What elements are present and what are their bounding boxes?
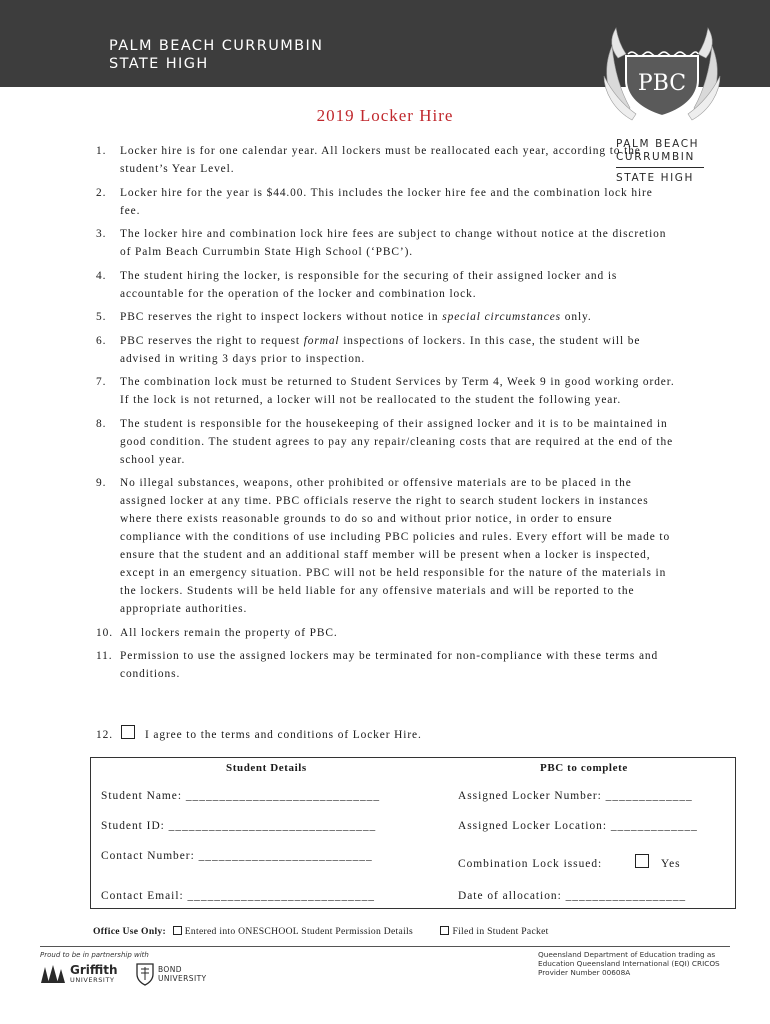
term-number: 2. — [96, 186, 107, 199]
footer-rule — [40, 946, 730, 947]
term-item — [96, 647, 676, 683]
combo-lock-issued-label: Combination Lock issued: — [458, 858, 603, 870]
griffith-name: Griffith — [70, 962, 118, 977]
agree-number: 12. — [96, 729, 113, 741]
office-use-label: Office Use Only: — [93, 926, 167, 937]
crest-text: PBC — [637, 71, 687, 96]
student-name-field[interactable]: Student Name: _____________________________ — [101, 790, 381, 802]
term-number: 10. — [96, 626, 113, 639]
term-item — [96, 142, 676, 178]
school-name-line1: PALM BEACH CURRUMBIN — [109, 38, 324, 54]
side-logo-line2: CURRUMBIN — [616, 151, 695, 163]
term-item — [96, 332, 676, 368]
provider-line3: Provider Number 00608A — [538, 968, 631, 977]
term-text-emphasis: formal — [303, 334, 340, 347]
term-number: 9. — [96, 477, 107, 489]
term-text — [120, 308, 676, 326]
term-text-post: only. — [561, 311, 592, 323]
term-text: The student is responsible for the housekeeping of their assigned locker and it is to be maintained in good condition. The student agrees to pay any repair/cleaning costs that are required at the end of the school year. — [120, 417, 674, 466]
date-allocation-field[interactable]: Date of allocation: __________________ — [458, 890, 687, 902]
agree-checkbox[interactable] — [121, 725, 135, 739]
term-text: The locker hire and combination lock hire fees are subject to change without notice at the discretion of Palm Beach Currumbin State High School (‘PBC’). — [120, 228, 667, 258]
term-number: 1. — [96, 145, 107, 157]
term-item — [96, 308, 676, 326]
contact-number-field[interactable]: Contact Number: __________________________ — [101, 850, 373, 862]
term-text-post: inspections of lockers. In this case, the student will be advised in writing 3 days prior to inspection. — [120, 334, 641, 365]
term-item — [96, 474, 676, 618]
provider-line2: Education Queensland International (EQI) CRICOS — [538, 959, 720, 968]
side-logo-line3: STATE HIGH — [616, 172, 695, 184]
office-use-row — [93, 926, 549, 937]
pbc-complete-heading: PBC to complete — [540, 762, 628, 774]
combo-yes-label: Yes — [661, 858, 681, 870]
term-text-pre: PBC reserves the right to request — [120, 334, 304, 347]
bond-name: BOND — [158, 965, 182, 974]
filed-packet-checkbox[interactable] — [440, 926, 449, 935]
combo-lock-checkbox[interactable] — [635, 854, 649, 868]
term-item — [96, 373, 676, 409]
student-id-field[interactable]: Student ID: _______________________________ — [101, 820, 377, 832]
griffith-sub: UNIVERSITY — [70, 975, 115, 984]
griffith-emblem-icon — [40, 964, 66, 984]
term-text: Permission to use the assigned lockers may be terminated for non-compliance with these terms and conditions. — [120, 650, 659, 680]
oneschool-checkbox[interactable] — [173, 926, 182, 935]
term-text-emphasis: special circumstances — [442, 311, 562, 323]
term-item — [96, 624, 676, 642]
term-number: 5. — [96, 311, 107, 323]
term-item — [96, 225, 676, 261]
contact-email-field[interactable]: Contact Email: ____________________________ — [101, 890, 375, 902]
term-text-pre: PBC reserves the right to inspect lockers without notice in — [120, 311, 443, 323]
term-number: 8. — [96, 417, 107, 430]
griffith-logo — [40, 964, 118, 984]
term-number: 4. — [96, 269, 107, 282]
term-number: 7. — [96, 376, 107, 388]
oneschool-label: Entered into ONESCHOOL Student Permission Details — [184, 926, 414, 937]
provider-info — [538, 950, 738, 977]
bond-logo — [136, 962, 207, 986]
agree-row — [96, 728, 422, 742]
student-details-heading: Student Details — [226, 762, 307, 774]
terms-list — [96, 142, 676, 689]
bond-sub: UNIVERSITY — [158, 974, 207, 983]
bond-shield-icon — [136, 962, 154, 986]
document-title: 2019 Locker Hire — [316, 106, 454, 125]
term-item — [96, 415, 676, 469]
term-text: All lockers remain the property of PBC. — [120, 626, 338, 639]
locker-number-field[interactable]: Assigned Locker Number: _____________ — [458, 790, 693, 802]
locker-location-field[interactable]: Assigned Locker Location: _____________ — [458, 820, 698, 832]
term-text: Locker hire is for one calendar year. All lockers must be reallocated each year, according to the student’s Year Level. — [120, 145, 641, 175]
school-name — [109, 37, 323, 73]
agree-label: I agree to the terms and conditions of Locker Hire. — [144, 729, 422, 741]
term-text: No illegal substances, weapons, other prohibited or offensive materials are to be placed in the assigned locker at any time. PBC officials reserve the right to search student lockers in instances where there exists reasonable grounds to do so and without prior notice, in order to ensure compliance with the conditions of use including PBC policies and rules. Every effort will be made to ensure that the student and an additional staff member will be present when a locker is inspected, except in an emergency situation. PBC will not be held responsible for the nature of the materials in the lockers. Students will be held liable for any offensive materials and will be reported to the appropriate authorities. — [120, 477, 671, 615]
term-text — [120, 332, 676, 368]
term-item — [96, 267, 676, 303]
details-form — [90, 757, 736, 909]
partner-label: Proud to be in partnership with — [40, 951, 149, 959]
term-number: 11. — [96, 650, 113, 662]
school-name-line2: STATE HIGH — [109, 56, 209, 72]
term-item — [96, 184, 676, 220]
term-number: 3. — [96, 228, 107, 240]
side-logo-line1: PALM BEACH — [616, 138, 700, 150]
provider-line1: Queensland Department of Education trading as — [538, 950, 716, 959]
term-text: The student hiring the locker, is responsible for the securing of their assigned locker and is accountable for the operation of the locker and combination lock. — [120, 269, 618, 300]
filed-packet-label: Filed in Student Packet — [452, 926, 549, 937]
term-number: 6. — [96, 334, 107, 347]
term-text: The combination lock must be returned to Student Services by Term 4, Week 9 in good working order. If the lock is not returned, a locker will not be reallocated to the student the following year. — [120, 376, 675, 406]
term-text: Locker hire for the year is $44.00. This includes the locker hire fee and the combination lock hire fee. — [120, 186, 653, 217]
